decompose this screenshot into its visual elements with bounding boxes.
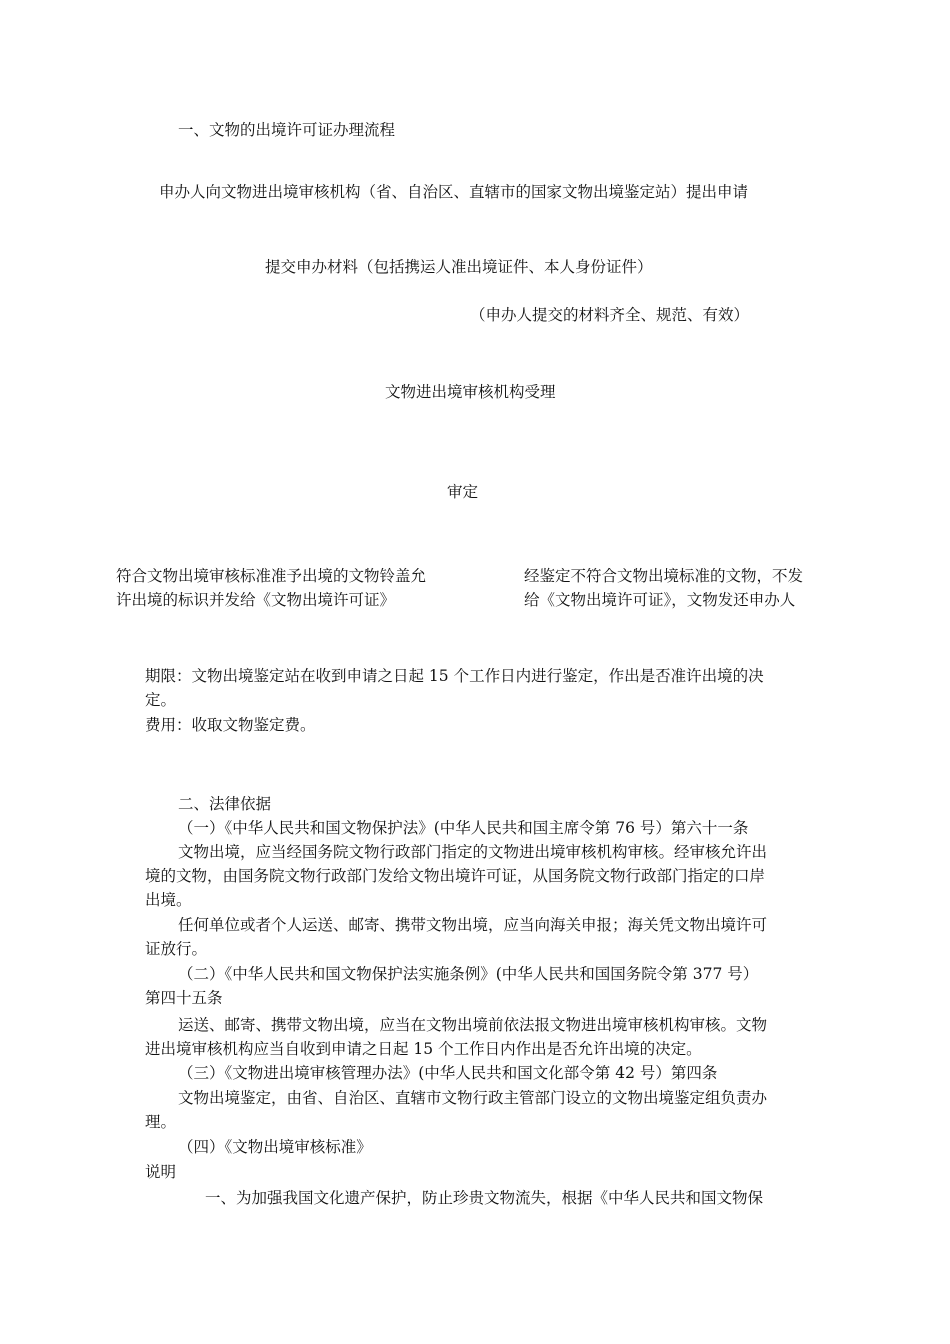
flow-step-submit-note: （申办人提交的材料齐全、规范、有效） xyxy=(470,306,750,324)
law2-para1-line2: 进出境审核机构应当自收到申请之日起 15 个工作日内作出是否允许出境的决定。 xyxy=(145,1040,702,1058)
law1-para2-line2: 证放行。 xyxy=(145,940,208,958)
flow-branch-rejected: 经鉴定不符合文物出境标准的文物，不发给《文物出境许可证》，文物发还申办人 xyxy=(524,567,804,609)
deadline-line-2: 定。 xyxy=(145,691,177,709)
explain-label: 说明 xyxy=(145,1163,177,1181)
law3-para1-line1: 文物出境鉴定，由省、自治区、直辖市文物行政主管部门设立的文物出境鉴定组负责办 xyxy=(178,1089,768,1107)
flow-step-accept: 文物进出境审核机构受理 xyxy=(385,383,556,401)
law1-para2-line1: 任何单位或者个人运送、邮寄、携带文物出境，应当向海关申报；海关凭文物出境许可 xyxy=(178,916,768,934)
law2-title-line1: （二）《中华人民共和国文物保护法实施条例》(中华人民共和国国务院令第 377 号） xyxy=(178,965,759,983)
flow-step-apply: 申办人向文物进出境审核机构（省、自治区、直辖市的国家文物出境鉴定站）提出申请 xyxy=(159,183,749,201)
flow-branch-approved: 符合文物出境审核标准准予出境的文物铃盖允许出境的标识并发给《文物出境许可证》 xyxy=(116,567,427,609)
law3-para1-line2: 理。 xyxy=(145,1113,177,1131)
law4-title: （四）《文物出境审核标准》 xyxy=(178,1138,372,1156)
flow-step-submit-materials: 提交申办材料（包括携运人准出境证件、本人身份证件） xyxy=(265,258,653,276)
law1-para1-line3: 出境。 xyxy=(145,891,192,909)
explain-line-1: 一、为加强我国文化遗产保护，防止珍贵文物流失，根据《中华人民共和国文物保 xyxy=(205,1189,764,1207)
flow-step-review: 审定 xyxy=(447,483,479,501)
law2-para1-line1: 运送、邮寄、携带文物出境，应当在文物出境前依法报文物进出境审核机构审核。文物 xyxy=(178,1016,768,1034)
fee-line: 费用：收取文物鉴定费。 xyxy=(145,716,316,734)
law1-para1-line1: 文物出境，应当经国务院文物行政部门指定的文物进出境审核机构审核。经审核允许出 xyxy=(178,843,768,861)
law2-title-line2: 第四十五条 xyxy=(145,989,223,1007)
law1-para1-line2: 境的文物，由国务院文物行政部门发给文物出境许可证，从国务院文物行政部门指定的口岸 xyxy=(145,867,766,885)
deadline-line-1: 期限：文物出境鉴定站在收到申请之日起 15 个工作日内进行鉴定，作出是否准许出境的决 xyxy=(145,667,764,685)
law1-title: （一）《中华人民共和国文物保护法》(中华人民共和国主席令第 76 号）第六十一条 xyxy=(178,819,749,837)
section1-heading: 一、文物的出境许可证办理流程 xyxy=(178,121,396,139)
section2-heading: 二、法律依据 xyxy=(178,795,272,813)
law3-title: （三）《文物进出境审核管理办法》(中华人民共和国文化部令第 42 号）第四条 xyxy=(178,1064,718,1082)
